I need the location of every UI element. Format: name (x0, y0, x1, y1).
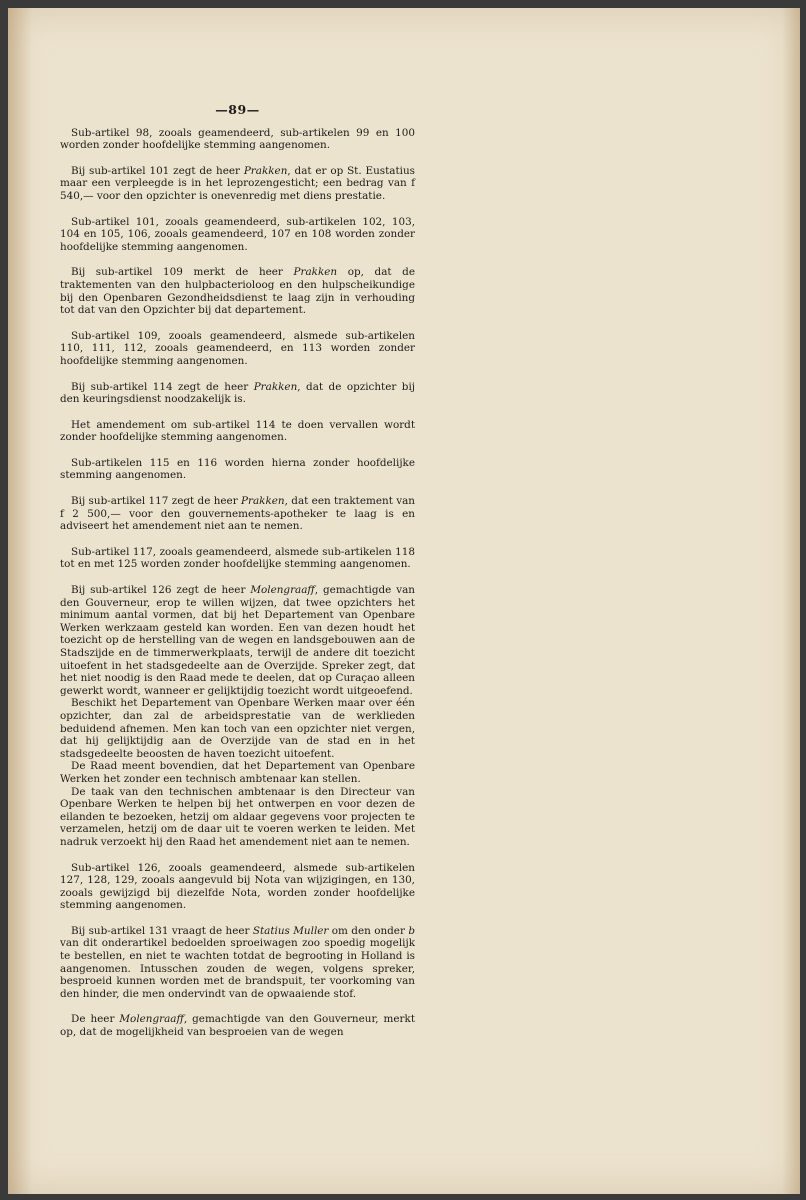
speaker-name: Molengraaff (119, 1013, 184, 1026)
paragraph-15: Sub-artikel 126, zooals geamendeerd, alsmede sub-artikelen 127, 128, 129, zooals aangevuld bij Nota van wijzigingen, en 130, zooals gewijzigd bij diezelfde Nota, worden zonder hoofdelijke stemming aangenomen. (60, 861, 415, 912)
paragraph-1: Sub-artikel 98, zooals geamendeerd, sub-artikelen 99 en 100 worden zonder hoofdelijke stemming aangenomen. (60, 126, 415, 152)
paragraph-6: Bij sub-artikel 114 zegt de heer Prakken, dat de opzichter bij den keuringsdienst noodzakelijk is. (60, 380, 416, 406)
paragraph-8: Sub-artikelen 115 en 116 worden hierna zonder hoofdelijke stemming aangenomen. (60, 456, 415, 482)
page-number: —89— (215, 102, 260, 117)
speaker-name: Prakken (253, 380, 298, 393)
speaker-name: Prakken (243, 164, 288, 177)
paragraph-5: Sub-artikel 109, zooals geamendeerd, alsmede sub-artikelen 110, 111, 112, zooals geamendeerd, en 113 worden zonder hoofdelijke stemming aangenomen. (60, 329, 415, 367)
paragraph-3: Sub-artikel 101, zooals geamendeerd, sub-artikelen 102, 103, 104 en 105, 106, zooals geamendeerd, 107 en 108 worden zonder hoofdelijke stemming aangenomen. (60, 215, 415, 253)
paragraph-7: Het amendement om sub-artikel 114 te doen vervallen wordt zonder hoofdelijke stemming aangenomen. (60, 418, 415, 444)
paragraph-14: De taak van den technischen ambtenaar is den Directeur van Openbare Werken te helpen bij het ontwerpen en voor dezen de eilanden te bezoeken, hetzij om aldaar gegevens voor projecten te verzamelen, hetzij om de daar uit te voeren werken te leiden. Met nadruk verzoekt hij den Raad het amendement niet aan te nemen. (60, 785, 415, 848)
speaker-name: Prakken (293, 266, 338, 279)
paragraph-13: De Raad meent bovendien, dat het Departement van Openbare Werken het zonder een technisch ambtenaar kan stellen. (60, 760, 415, 785)
item-letter: b (408, 924, 415, 937)
paragraph-16: Bij sub-artikel 131 vraagt de heer Statius Muller om den onder b van dit onderartikel bedoelden sproeiwagen zoo spoedig mogelijk te bestellen, en niet te wachten totdat de begrooting in Holland is aangenomen. Intusschen zouden de wegen, volgens spreker, besproeid kunnen worden met de brandspuit, ter voorkoming van den hinder, die men ondervindt van de opwaaiende stof. (60, 924, 415, 1000)
speaker-name: Molengraaff (250, 584, 315, 597)
paragraph-11: Bij sub-artikel 126 zegt de heer Molengraaff, gemachtigde van den Gouverneur, erop te willen wijzen, dat twee opzichters het minimum aantal vormen, dat bij het Departement van Openbare Werken werkzaam gesteld kan worden. Een van dezen houdt het toezicht op de herstelling van de wegen en landsgebouwen aan de Stadszijde en de timmerwerkplaats, terwijl de andere dit toezicht uitoefent in het stadsgedeelte aan de Overzijde. Spreker zegt, dat het niet noodig is den Raad mede te deelen, dat op Curaçao alleen gewerkt wordt, wanneer er gelijktijdig toezicht wordt uitgeoefend. (60, 584, 416, 697)
paragraph-4: Bij sub-artikel 109 merkt de heer Prakken op, dat de traktementen van den hulpbacterioloog en den hulpscheikundige bij den Openbaren Gezondheidsdienst te laag zijn in verhouding tot dat van den Opzichter bij dat departement. (60, 266, 415, 317)
paragraph-12: Beschikt het Departement van Openbare Werken maar over één opzichter, dan zal de arbeidsprestatie van de werklieden beduidend afnemen. Men kan toch van een opzichter niet vergen, dat hij gelijktijdig aan de Overzijde van de stad en in het stadsgedeelte beoosten de haven toezicht uitoefent. (60, 697, 415, 760)
paragraph-9: Bij sub-artikel 117 zegt de heer Prakken, dat een traktement van f 2 500,— voor den gouvernements-apotheker te laag is en adviseert het amendement niet aan te nemen. (60, 495, 415, 533)
page-edge-right (782, 8, 800, 1194)
speaker-name: Prakken (241, 495, 285, 508)
paragraph-17: De heer Molengraaff, gemachtigde van den Gouverneur, merkt op, dat de mogelijkheid van besproeien van de wegen (60, 1013, 415, 1039)
paragraph-10: Sub-artikel 117, zooals geamendeerd, alsmede sub-artikelen 118 tot en met 125 worden zonder hoofdelijke stemming aangenomen. (60, 545, 415, 571)
paragraph-2: Bij sub-artikel 101 zegt de heer Prakken, dat er op St. Eustatius maar een verpleegde is in het leprozengesticht; een bedrag van f 540,— voor den opzichter is onevenredig met diens prestatie. (60, 164, 415, 202)
document-page (8, 8, 800, 1194)
text-column (60, 104, 415, 1039)
page-edge-left (8, 8, 32, 1194)
speaker-name: Statius Muller (252, 924, 329, 937)
